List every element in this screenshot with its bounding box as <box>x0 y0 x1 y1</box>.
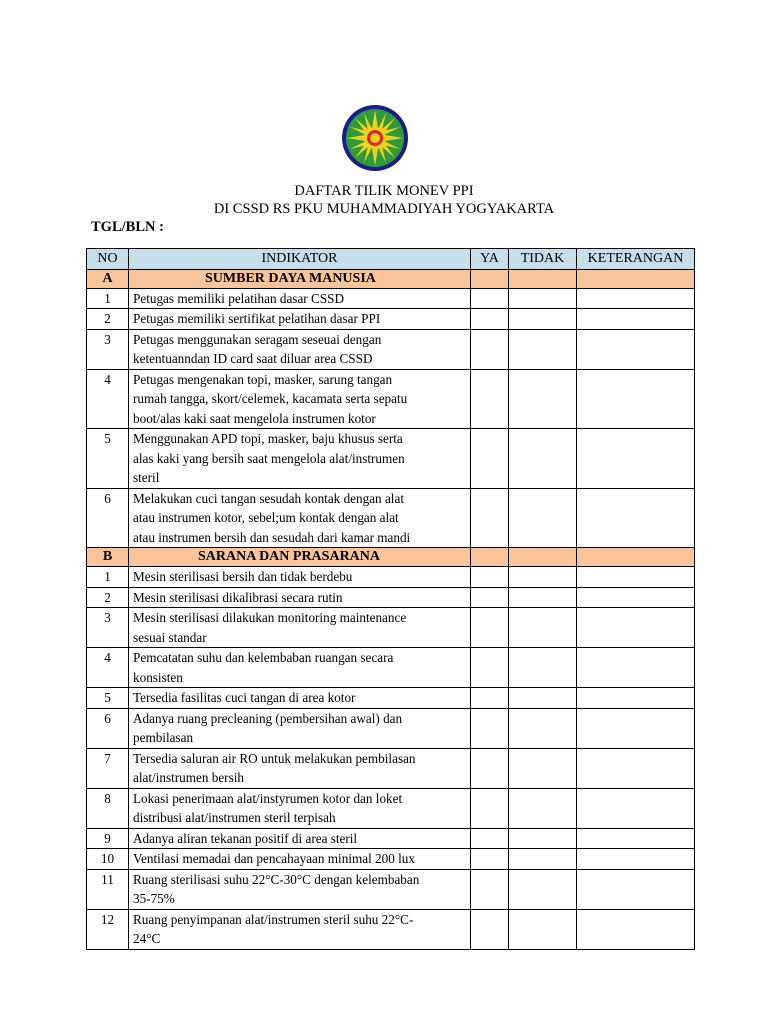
indicator-text-line: atau instrumen kotor, sebel;um kontak dengan alat <box>133 510 399 525</box>
row-number: 1 <box>87 288 129 309</box>
document-title: DAFTAR TILIK MONEV PPI <box>294 183 474 199</box>
table-row <box>87 369 695 429</box>
indicator-text-line: konsisten <box>133 669 183 685</box>
indicator-text-line: alat/instrumen bersih <box>133 770 244 785</box>
table-row <box>87 688 695 709</box>
indicator-text-line: Melakukan cuci tangan sesudah kontak dengan alat <box>133 490 404 506</box>
row-number: 12 <box>87 909 129 949</box>
table-row <box>87 869 695 909</box>
section-code: A <box>87 269 129 288</box>
indicator-text-line: rumah tangga, skort/celemek, kacamata serta sepatu <box>133 391 408 406</box>
table-row <box>87 748 695 788</box>
row-number: 8 <box>87 788 129 828</box>
tidak-cell[interactable] <box>509 708 577 748</box>
indicator-text-line: atau instrumen bersih dan sesudah dari kamar mandi <box>133 529 411 545</box>
indicator-cell <box>129 648 471 688</box>
indicator-text-line: alas kaki yang bersih saat mengelola alat/instrumen <box>133 450 405 466</box>
tidak-cell[interactable] <box>509 849 577 870</box>
column-header-no: NO <box>87 249 129 270</box>
keterangan-cell[interactable] <box>577 587 695 608</box>
indicator-text-line: Petugas memiliki pelatihan dasar CSSD <box>133 290 344 306</box>
indicator-text-line: distribusi alat/instrumen steril terpisah <box>133 810 336 825</box>
indicator-cell <box>129 369 471 429</box>
row-number: 9 <box>87 828 129 849</box>
indicator-text-line: 24°C <box>133 931 161 946</box>
document-subtitle: DI CSSD RS PKU MUHAMMADIYAH YOGYAKARTA <box>213 201 555 217</box>
keterangan-cell[interactable] <box>577 708 695 748</box>
ya-cell[interactable] <box>471 608 509 648</box>
tidak-cell[interactable] <box>509 429 577 489</box>
row-number: 3 <box>87 608 129 648</box>
table-row <box>87 828 695 849</box>
ya-cell[interactable] <box>471 587 509 608</box>
keterangan-cell[interactable] <box>577 828 695 849</box>
indicator-cell <box>129 788 471 828</box>
indicator-text-line: pembilasan <box>133 730 194 745</box>
ya-cell[interactable] <box>471 488 509 548</box>
table-row <box>87 329 695 369</box>
indicator-text-line: Adanya aliran tekanan positif di area steril <box>133 830 358 846</box>
tidak-cell[interactable] <box>509 329 577 369</box>
indicator-cell <box>129 869 471 909</box>
tidak-cell[interactable] <box>509 688 577 709</box>
keterangan-cell[interactable] <box>577 748 695 788</box>
column-header-keterangan: KETERANGAN <box>577 249 695 270</box>
section-title: SUMBER DAYA MANUSIA <box>129 269 471 288</box>
ya-cell[interactable] <box>471 648 509 688</box>
table-row <box>87 608 695 648</box>
indicator-text-line: Mesin sterilisasi bersih dan tidak berdebu <box>133 569 353 584</box>
tidak-cell[interactable] <box>509 488 577 548</box>
table-row <box>87 788 695 828</box>
indicator-text-line: steril <box>133 470 160 485</box>
column-header-indikator: INDIKATOR <box>129 249 471 270</box>
indicator-text-line: Tersedia saluran air RO untuk melakukan pembilasan <box>133 750 416 766</box>
section-empty-cell <box>509 548 577 567</box>
section-empty-cell <box>577 548 695 567</box>
table-row <box>87 309 695 330</box>
indicator-text-line: Petugas menggunakan seragam seseuai dengan <box>133 331 382 347</box>
indicator-text-line: Ruang sterilisasi suhu 22°C-30°C dengan kelembaban <box>133 871 420 887</box>
tidak-cell[interactable] <box>509 748 577 788</box>
indicator-cell <box>129 828 471 849</box>
indicator-cell <box>129 288 471 309</box>
row-number: 6 <box>87 488 129 548</box>
section-empty-cell <box>509 269 577 288</box>
ya-cell[interactable] <box>471 329 509 369</box>
row-number: 6 <box>87 708 129 748</box>
tidak-cell[interactable] <box>509 587 577 608</box>
table-row <box>87 849 695 870</box>
table-row <box>87 909 695 949</box>
ya-cell[interactable] <box>471 788 509 828</box>
column-header-tidak: TIDAK <box>509 249 577 270</box>
keterangan-cell[interactable] <box>577 288 695 309</box>
keterangan-cell[interactable] <box>577 309 695 330</box>
keterangan-cell[interactable] <box>577 488 695 548</box>
ya-cell[interactable] <box>471 849 509 870</box>
row-number: 10 <box>87 849 129 870</box>
ya-cell[interactable] <box>471 369 509 429</box>
table-row <box>87 288 695 309</box>
keterangan-cell[interactable] <box>577 849 695 870</box>
indicator-text-line: 35-75% <box>133 891 175 906</box>
ya-cell[interactable] <box>471 909 509 949</box>
tidak-cell[interactable] <box>509 648 577 688</box>
indicator-text-line: Adanya ruang precleaning (pembersihan awal) dan <box>133 710 403 726</box>
table-row <box>87 488 695 548</box>
indicator-cell <box>129 488 471 548</box>
tidak-cell[interactable] <box>509 909 577 949</box>
row-number: 1 <box>87 567 129 588</box>
tidak-cell[interactable] <box>509 309 577 330</box>
section-title: SARANA DAN PRASARANA <box>129 548 471 567</box>
table-row <box>87 567 695 588</box>
section-row <box>87 548 695 567</box>
indicator-text-line: Petugas mengenakan topi, masker, sarung tangan <box>133 371 393 387</box>
keterangan-cell[interactable] <box>577 688 695 709</box>
keterangan-cell[interactable] <box>577 429 695 489</box>
row-number: 4 <box>87 648 129 688</box>
section-empty-cell <box>577 269 695 288</box>
keterangan-cell[interactable] <box>577 567 695 588</box>
muhammadiyah-logo <box>341 104 409 172</box>
row-number: 11 <box>87 869 129 909</box>
indicator-text-line: Mesin sterilisasi dikalibrasi secara rutin <box>133 589 343 605</box>
tidak-cell[interactable] <box>509 369 577 429</box>
indicator-cell <box>129 429 471 489</box>
sun-emblem-icon <box>341 104 409 172</box>
keterangan-cell[interactable] <box>577 648 695 688</box>
indicator-cell <box>129 309 471 330</box>
section-row <box>87 269 695 288</box>
indicator-text-line: sesuai standar <box>133 629 207 645</box>
table-row <box>87 429 695 489</box>
date-label: TGL/BLN : <box>91 219 164 235</box>
indicator-text-line: Tersedia fasilitas cuci tangan di area kotor <box>133 690 356 705</box>
tidak-cell[interactable] <box>509 288 577 309</box>
indicator-text-line: Ruang penyimpanan alat/instrumen steril suhu 22°C- <box>133 911 414 927</box>
table-header-row <box>87 249 695 270</box>
keterangan-cell[interactable] <box>577 329 695 369</box>
indicator-text-line: Menggunakan APD topi, masker, baju khusus serta <box>133 431 403 446</box>
indicator-cell <box>129 688 471 709</box>
row-number: 5 <box>87 429 129 489</box>
indicator-cell <box>129 849 471 870</box>
ya-cell[interactable] <box>471 748 509 788</box>
ya-cell[interactable] <box>471 688 509 709</box>
ya-cell[interactable] <box>471 869 509 909</box>
ya-cell[interactable] <box>471 309 509 330</box>
indicator-cell <box>129 567 471 588</box>
table-row <box>87 708 695 748</box>
indicator-text-line: Lokasi penerimaan alat/instyrumen kotor dan loket <box>133 790 403 806</box>
table-row <box>87 587 695 608</box>
indicator-cell <box>129 587 471 608</box>
indicator-cell <box>129 708 471 748</box>
table-row <box>87 648 695 688</box>
keterangan-cell[interactable] <box>577 608 695 648</box>
tidak-cell[interactable] <box>509 828 577 849</box>
indicator-text-line: Pemcatatan suhu dan kelembaban ruangan secara <box>133 650 394 665</box>
tidak-cell[interactable] <box>509 788 577 828</box>
row-number: 7 <box>87 748 129 788</box>
keterangan-cell[interactable] <box>577 788 695 828</box>
keterangan-cell[interactable] <box>577 909 695 949</box>
section-empty-cell <box>471 269 509 288</box>
ya-cell[interactable] <box>471 288 509 309</box>
row-number: 3 <box>87 329 129 369</box>
indicator-cell <box>129 608 471 648</box>
tidak-cell[interactable] <box>509 869 577 909</box>
row-number: 5 <box>87 688 129 709</box>
indicator-text-line: Ventilasi memadai dan pencahayaan minimal 200 lux <box>133 851 415 866</box>
ya-cell[interactable] <box>471 828 509 849</box>
section-empty-cell <box>471 548 509 567</box>
indicator-text-line: Petugas memiliki sertifikat pelatihan dasar PPI <box>133 311 381 326</box>
column-header-ya: YA <box>471 249 509 270</box>
tidak-cell[interactable] <box>509 567 577 588</box>
indicator-cell <box>129 329 471 369</box>
tidak-cell[interactable] <box>509 608 577 648</box>
ya-cell[interactable] <box>471 567 509 588</box>
indicator-cell <box>129 748 471 788</box>
row-number: 4 <box>87 369 129 429</box>
keterangan-cell[interactable] <box>577 869 695 909</box>
ya-cell[interactable] <box>471 708 509 748</box>
row-number: 2 <box>87 309 129 330</box>
keterangan-cell[interactable] <box>577 369 695 429</box>
indicator-cell <box>129 909 471 949</box>
indicator-text-line: boot/alas kaki saat mengelola instrumen kotor <box>133 410 376 426</box>
indicator-text-line: Mesin sterilisasi dilakukan monitoring maintenance <box>133 610 407 625</box>
ya-cell[interactable] <box>471 429 509 489</box>
row-number: 2 <box>87 587 129 608</box>
indicator-text-line: ketentuanndan ID card saat diluar area CSSD <box>133 351 373 366</box>
checklist-table <box>86 248 695 950</box>
section-code: B <box>87 548 129 567</box>
